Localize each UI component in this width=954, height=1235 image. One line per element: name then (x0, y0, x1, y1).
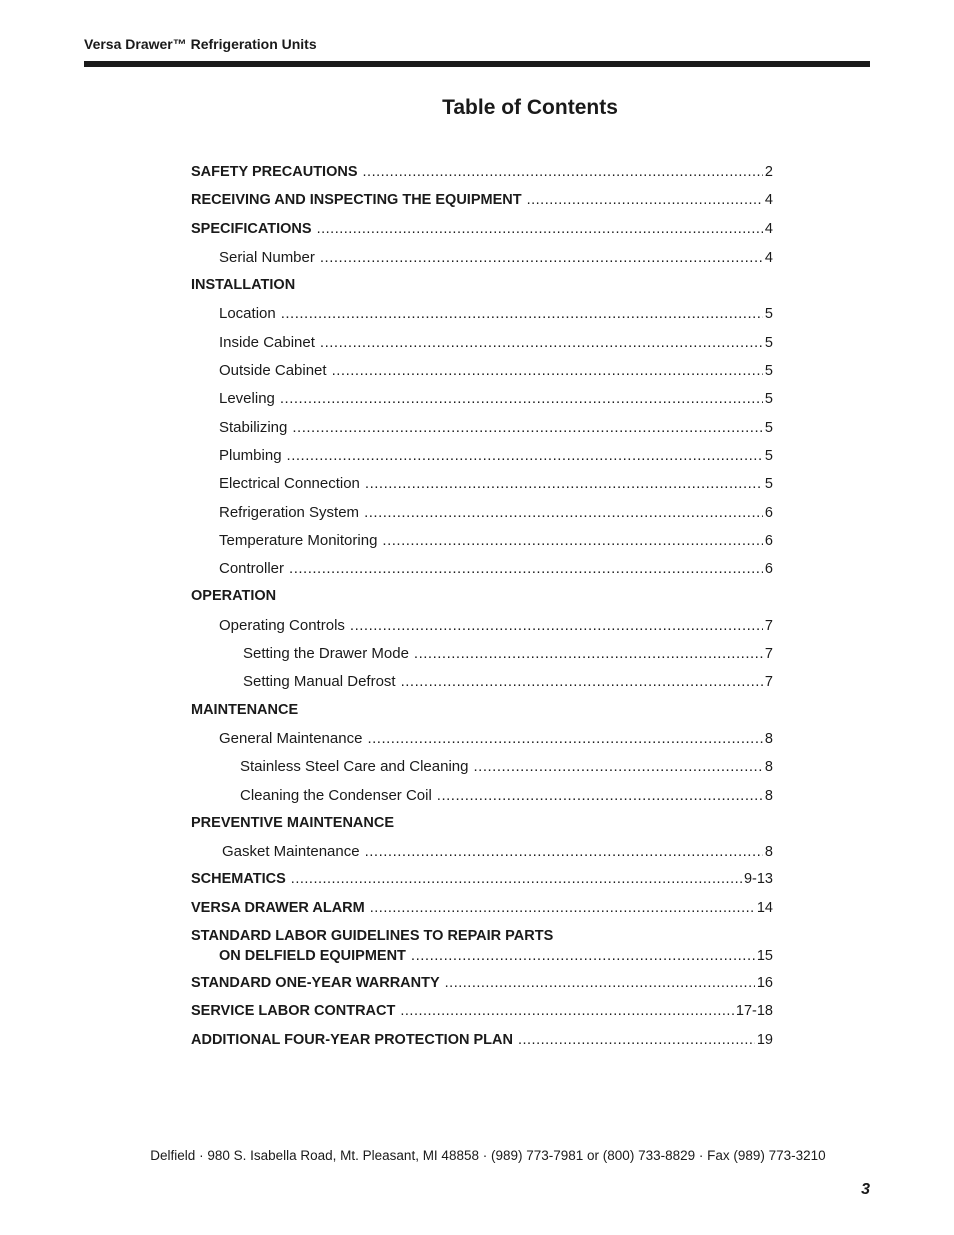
toc-entry-page: 8 (764, 787, 773, 804)
toc-entry-versa-drawer-alarm[interactable] (191, 900, 773, 928)
toc-entry-page: 15 (756, 948, 773, 965)
toc-entry-page: 14 (756, 899, 773, 916)
toc-entry-line2 (191, 947, 773, 964)
toc-entry-label: Operating Controls (219, 616, 345, 634)
toc-entry-label: MAINTENANCE (191, 701, 299, 718)
toc-entry-four-year-protection[interactable] (191, 1032, 773, 1060)
toc-entry-label: Setting the Drawer Mode (243, 645, 409, 663)
toc-entry-page: 5 (764, 306, 773, 323)
footer-contact-info: Delfield · 980 S. Isabella Road, Mt. Pleasant, MI 48858 · (989) 773-7981 or (800) 733-8829 · Fax (989) 773-3210 (150, 1148, 826, 1163)
toc-entry-label: Controller (219, 560, 285, 578)
toc-entry-label: Stabilizing (219, 418, 288, 436)
document-header-title: Versa Drawer™ Refrigeration Units (84, 36, 317, 52)
toc-section-maintenance[interactable] (191, 702, 773, 730)
toc-entry-label: Location (219, 305, 276, 323)
toc-entry-label: ADDITIONAL FOUR-YEAR PROTECTION PLAN (191, 1031, 513, 1048)
toc-entry-page: 19 (756, 1031, 773, 1048)
toc-entry-label: SERVICE LABOR CONTRACT (191, 1003, 396, 1020)
toc-entry-safety-precautions[interactable] (191, 164, 773, 192)
toc-entry-receiving[interactable] (191, 192, 773, 220)
toc-entry-label: RECEIVING AND INSPECTING THE EQUIPMENT (191, 192, 522, 209)
toc-entry-label: Temperature Monitoring (219, 531, 378, 549)
toc-entry-page: 8 (764, 730, 773, 747)
toc-section-operation[interactable] (191, 588, 773, 616)
toc-entry-page: 8 (764, 759, 773, 776)
toc-entry-setting-manual-defrost[interactable] (191, 673, 773, 701)
toc-entry-page: 6 (764, 561, 773, 578)
toc-entry-page: 16 (756, 975, 773, 992)
dot-leader (411, 947, 755, 964)
dot-leader (287, 447, 763, 464)
toc-entry-label: SAFETY PRECAUTIONS (191, 164, 358, 180)
toc-entry-label: Outside Cabinet (219, 362, 327, 380)
dot-leader (281, 305, 763, 322)
dot-leader (291, 871, 742, 887)
dot-leader (414, 645, 763, 662)
toc-entry-label: SCHEMATICS (191, 871, 286, 888)
toc-entry-label: STANDARD ONE-YEAR WARRANTY (191, 975, 440, 992)
toc-entry-page: 5 (764, 334, 773, 351)
toc-entry-page: 5 (764, 363, 773, 380)
toc-entry-label: General Maintenance (219, 729, 363, 747)
toc-entry-page: 4 (764, 192, 773, 209)
toc-entry-controller[interactable] (191, 560, 773, 588)
toc-entry-page: 17-18 (735, 1003, 773, 1020)
toc-entry-page: 6 (764, 504, 773, 521)
toc-section-preventive-maintenance[interactable] (191, 815, 773, 843)
toc-entry-cleaning-condenser-coil[interactable] (191, 787, 773, 815)
toc-entry-temperature-monitoring[interactable] (191, 532, 773, 560)
toc-entry-page: 9-13 (743, 871, 773, 888)
toc-entry-page: 5 (764, 447, 773, 464)
toc-entry-page: 6 (764, 532, 773, 549)
dot-leader (317, 221, 763, 237)
toc-entry-label: Stainless Steel Care and Cleaning (240, 758, 469, 776)
toc-entry-gasket-maintenance[interactable] (191, 843, 773, 871)
toc-entry-plumbing[interactable] (191, 447, 773, 475)
dot-leader (473, 758, 762, 775)
toc-entry-label-continued: ON DELFIELD EQUIPMENT (219, 948, 406, 965)
toc-entry-label: Gasket Maintenance (222, 843, 360, 861)
toc-entry-page: 4 (764, 249, 773, 266)
toc-entry-label: Cleaning the Condenser Coil (240, 786, 432, 804)
toc-entry-specifications[interactable] (191, 221, 773, 249)
dot-leader (382, 532, 763, 549)
dot-leader (280, 390, 763, 407)
toc-entry-label: Electrical Connection (219, 475, 360, 493)
toc-entry-label: Inside Cabinet (219, 333, 315, 351)
toc-entry-schematics[interactable] (191, 871, 773, 899)
toc-entry-general-maintenance[interactable] (191, 730, 773, 758)
toc-entry-electrical-connection[interactable] (191, 475, 773, 503)
toc-entry-page: 2 (764, 164, 773, 180)
toc-entry-label: Setting Manual Defrost (243, 673, 396, 691)
header-rule (84, 61, 870, 67)
dot-leader (320, 334, 763, 351)
toc-entry-page: 5 (764, 476, 773, 493)
toc-entry-label: SPECIFICATIONS (191, 220, 312, 237)
toc-entry-label: Refrigeration System (219, 503, 360, 521)
toc-entry-stabilizing[interactable] (191, 419, 773, 447)
dot-leader (365, 475, 763, 492)
dot-leader (370, 900, 755, 916)
dot-leader (401, 673, 763, 690)
dot-leader (437, 787, 763, 804)
dot-leader (365, 843, 763, 860)
toc-entry-stainless-steel-care[interactable] (191, 758, 773, 786)
toc-entry-labor-guidelines[interactable] (191, 928, 773, 975)
toc-entry-label: PREVENTIVE MAINTENANCE (191, 814, 395, 831)
toc-section-installation[interactable] (191, 277, 773, 305)
toc-entry-outside-cabinet[interactable] (191, 362, 773, 390)
toc-entry-page: 5 (764, 391, 773, 408)
toc-entry-label: VERSA DRAWER ALARM (191, 899, 365, 916)
dot-leader (527, 192, 763, 208)
toc-entry-leveling[interactable] (191, 390, 773, 418)
toc-entry-page: 5 (764, 419, 773, 436)
dot-leader (363, 164, 763, 180)
toc-entry-serial-number[interactable] (191, 249, 773, 277)
dot-leader (364, 504, 763, 521)
toc-entry-label: OPERATION (191, 588, 277, 605)
toc-entry-page: 7 (764, 617, 773, 634)
toc-entry-location[interactable] (191, 305, 773, 333)
page-number: 3 (861, 1181, 870, 1198)
dot-leader (292, 419, 763, 436)
toc-entry-page: 7 (764, 674, 773, 691)
toc-entry-service-labor-contract[interactable] (191, 1003, 773, 1031)
dot-leader (320, 249, 763, 266)
toc-entry-inside-cabinet[interactable] (191, 334, 773, 362)
table-of-contents (191, 164, 773, 1060)
dot-leader (518, 1032, 755, 1048)
toc-entry-label: Leveling (219, 390, 275, 408)
dot-leader (350, 617, 763, 634)
dot-leader (445, 975, 755, 991)
toc-entry-refrigeration-system[interactable] (191, 504, 773, 532)
toc-entry-label: INSTALLATION (191, 277, 296, 294)
dot-leader (332, 362, 763, 379)
dot-leader (289, 560, 763, 577)
dot-leader (400, 1003, 734, 1019)
toc-entry-label: Plumbing (219, 446, 282, 464)
toc-entry-page: 8 (764, 844, 773, 861)
toc-entry-setting-drawer-mode[interactable] (191, 645, 773, 673)
toc-entry-label: Serial Number (219, 248, 315, 266)
toc-entry-page: 7 (764, 646, 773, 663)
toc-entry-operating-controls[interactable] (191, 617, 773, 645)
toc-title: Table of Contents (442, 96, 618, 119)
toc-entry-page: 4 (764, 220, 773, 237)
toc-entry-label: STANDARD LABOR GUIDELINES TO REPAIR PARTS (191, 928, 554, 945)
toc-entry-one-year-warranty[interactable] (191, 975, 773, 1003)
dot-leader (367, 730, 762, 747)
